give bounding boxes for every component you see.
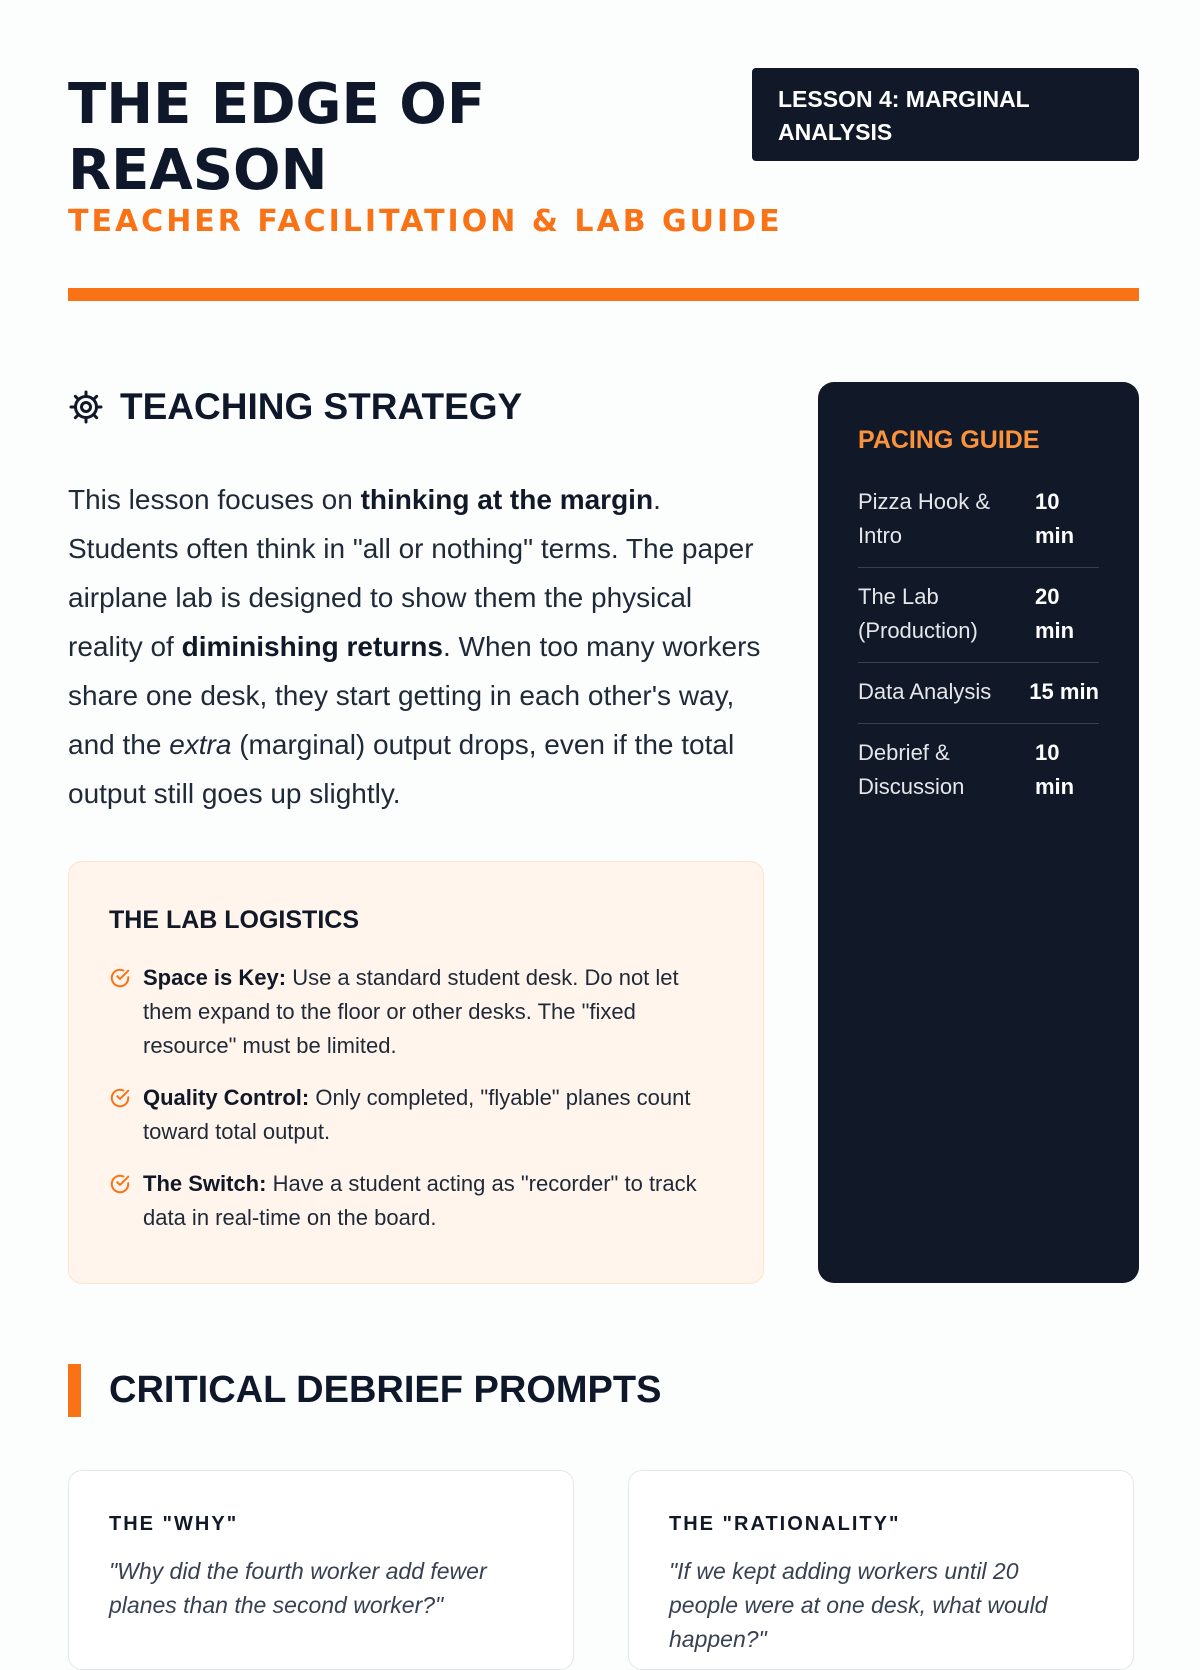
debrief-card-why [68, 1470, 574, 1670]
logistics-item-body: Use a standard student desk. Do not let them expand to the floor or other desks. The "fixed resource" must be limited. [143, 965, 679, 1058]
strategy-italic-1: extra [169, 729, 232, 760]
pacing-row [858, 473, 1099, 568]
check-circle-icon [109, 1087, 131, 1109]
debrief-heading [68, 1364, 661, 1417]
pacing-activity: The Lab (Production) [858, 584, 978, 643]
pacing-time: 10 min [1035, 489, 1075, 548]
pacing-guide-panel [818, 382, 1139, 1283]
debrief-card-rationality [628, 1470, 1134, 1670]
header-divider [68, 288, 1139, 301]
card-title: THE "WHY" [109, 1513, 239, 1535]
logistics-item-body: Have a student acting as "recorder" to track data in real-time on the board. [143, 1171, 697, 1230]
page-title: THE EDGE OF REASON [68, 72, 486, 203]
debrief-title: CRITICAL DEBRIEF PROMPTS [109, 1369, 662, 1411]
card-title: THE "RATIONALITY" [669, 1513, 901, 1535]
strategy-bold-2: diminishing returns [181, 631, 443, 662]
check-circle-icon [109, 1173, 131, 1195]
lab-logistics-heading: THE LAB LOGISTICS [109, 906, 359, 934]
pacing-activity: Debrief & Discussion [858, 740, 965, 799]
logistics-item-text [143, 1081, 723, 1149]
pacing-activity: Pizza Hook & Intro [858, 489, 991, 548]
pacing-guide-heading: PACING GUIDE [858, 426, 1040, 454]
strategy-text-3: . When too many workers share one desk, they start getting in each other's way, and the [68, 631, 761, 760]
card-prompt: "Why did the fourth worker add fewer planes than the second worker?" [109, 1558, 487, 1618]
page-subtitle: TEACHER FACILITATION & LAB GUIDE [68, 204, 783, 239]
accent-bar [68, 1364, 81, 1417]
logistics-item-label: Space is Key: [143, 965, 287, 990]
pacing-time: 20 min [1035, 584, 1075, 643]
lab-logistics-box [68, 861, 764, 1284]
check-circle-icon [109, 967, 131, 989]
pacing-row [858, 568, 1099, 663]
pacing-time: 10 min [1035, 740, 1075, 799]
teaching-strategy-title: TEACHING STRATEGY [120, 386, 523, 427]
logistics-item-text [143, 961, 723, 1063]
list-item [109, 1167, 723, 1235]
pacing-time: 15 min [1029, 679, 1099, 704]
card-prompt: "If we kept adding workers until 20 people were at one desk, what would happen?" [669, 1558, 1048, 1652]
strategy-paragraph [68, 475, 768, 818]
list-item [109, 1081, 723, 1149]
gear-icon [68, 389, 104, 425]
strategy-text-2: . Students often think in "all or nothing" terms. The paper airplane lab is designed to show them the physical reality of [68, 484, 754, 662]
lesson-badge: LESSON 4: MARGINAL ANALYSIS [752, 68, 1139, 161]
logistics-item-label: The Switch: [143, 1171, 267, 1196]
logistics-item-label: Quality Control: [143, 1085, 310, 1110]
strategy-bold-1: thinking at the margin [360, 484, 654, 515]
strategy-text-1: This lesson focuses on [68, 484, 361, 515]
pacing-row [858, 724, 1099, 818]
pacing-activity: Data Analysis [858, 679, 992, 704]
logistics-item-text [143, 1167, 723, 1235]
pacing-row [858, 663, 1099, 724]
teaching-strategy-heading [68, 386, 522, 428]
logistics-item-body: Only completed, "flyable" planes count toward total output. [143, 1085, 691, 1144]
list-item [109, 961, 723, 1063]
strategy-text-4: (marginal) output drops, even if the total output still goes up slightly. [68, 729, 735, 809]
